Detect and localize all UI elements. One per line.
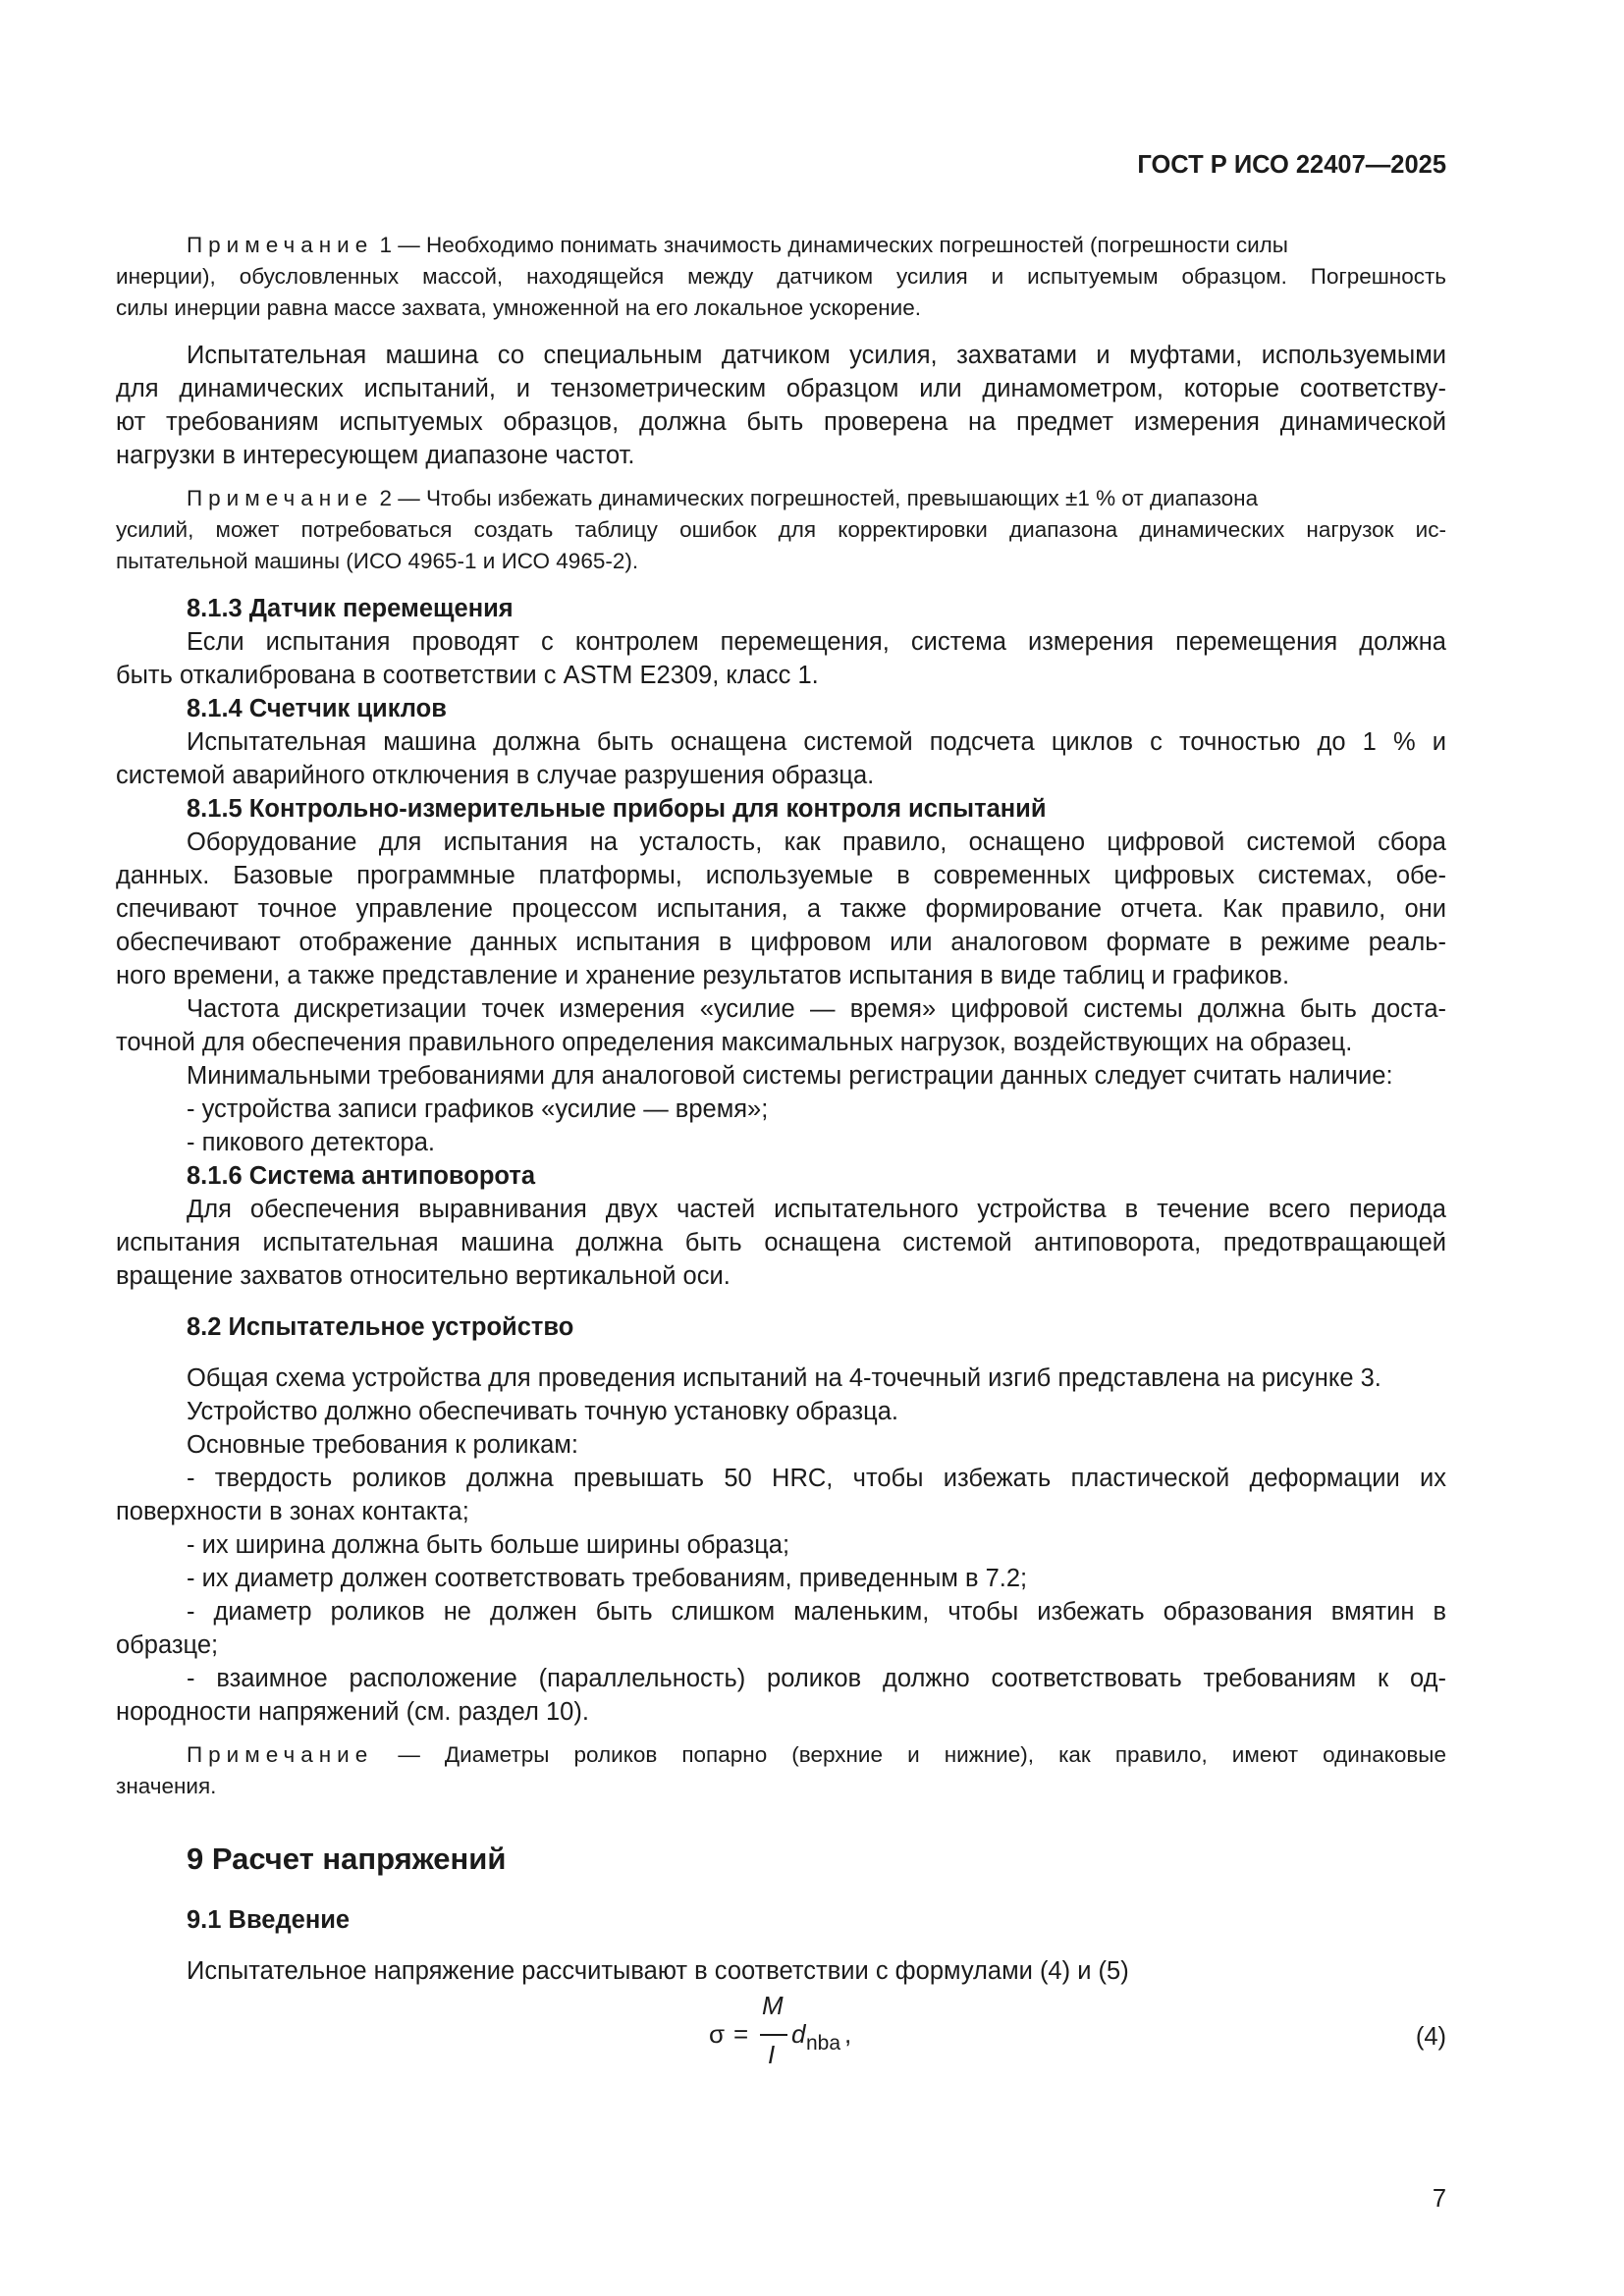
section-heading-8-1-6: 8.1.6 Система антиповорота (187, 1162, 536, 1190)
formula-4 (697, 1991, 933, 2079)
note2-line3: пытательной машины (ИСО 4965-1 и ИСО 4965-2). (116, 549, 639, 573)
section-heading-8-1-5: 8.1.5 Контрольно-измерительные приборы для контроля испытаний (187, 795, 1047, 823)
list-item-cont: образце; (116, 1631, 219, 1659)
note-label: Примечание (187, 1742, 374, 1767)
paragraph-line: Общая схема устройства для проведения испытаний на 4-точечный изгиб представлена на рисунке 3. (187, 1364, 1381, 1392)
list-item-cont: нородности напряжений (см. раздел 10). (116, 1698, 589, 1726)
paragraph-line: данных. Базовые программные платформы, используемые в современных цифровых системах, обе- (116, 862, 1446, 889)
section-heading-8-1-3: 8.1.3 Датчик перемещения (187, 595, 514, 622)
formula-equals: = (733, 2019, 749, 2049)
paragraph-line: точной для обеспечения правильного определения максимальных нагрузок, воздействующих на образец. (116, 1029, 1353, 1056)
note1-line3: силы инерции равна массе захвата, умноженной на его локальное ускорение. (116, 295, 921, 320)
note2-line1: Примечание 2 — Чтобы избежать динамических погрешностей, превышающих ±1 % от диапазона (187, 486, 1259, 510)
formula-numerator: M (762, 1991, 784, 2020)
formula-lhs: σ (709, 2019, 726, 2049)
paragraph-line: Основные требования к роликам: (187, 1431, 578, 1459)
paragraph-line: нагрузки в интересующем диапазоне частот. (116, 442, 635, 469)
paragraph-line: Если испытания проводят с контролем перемещения, система измерения перемещения должна (187, 628, 1446, 656)
paragraph-line: Для обеспечения выравнивания двух частей испытательного устройства в течение всего периода (187, 1196, 1446, 1223)
note2-line2: усилий, может потребоваться создать таблицу ошибок для корректировки диапазона динамических нагрузок ис- (116, 517, 1446, 542)
section-heading-8-2: 8.2 Испытательное устройство (187, 1313, 574, 1341)
note1-line2: инерции), обусловленных массой, находящейся между датчиком усилия и испытуемым образцом. Погрешность (116, 264, 1446, 289)
note-label: Примечание (187, 233, 374, 257)
paragraph-line: Оборудование для испытания на усталость, как правило, оснащено цифровой системой сбора (187, 828, 1446, 856)
note3-line2: значения. (116, 1774, 217, 1798)
standard-header: ГОСТ Р ИСО 22407—2025 (1137, 151, 1446, 179)
paragraph-line: Испытательная машина со специальным датчиком усилия, захватами и муфтами, используемыми (187, 342, 1446, 369)
note3-line1: Примечание — Диаметры роликов попарно (верхние и нижние), как правило, имеют одинаковые (187, 1742, 1446, 1767)
page-number: 7 (1432, 2185, 1446, 2213)
paragraph-line: для динамических испытаний, и тензометрическим образцом или динамометром, которые соответству- (116, 375, 1446, 402)
list-item: - взаимное расположение (параллельность) роликов должно соответствовать требованиям к од- (187, 1665, 1446, 1692)
paragraph-line: ют требованиям испытуемых образцов, должна быть проверена на предмет измерения динамической (116, 408, 1446, 436)
note-label: Примечание (187, 486, 374, 510)
paragraph-line: Частота дискретизации точек измерения «усилие — время» цифровой системы должна быть доста- (187, 995, 1446, 1023)
paragraph-line: спечивают точное управление процессом испытания, а также формирование отчета. Как правило, они (116, 895, 1446, 923)
paragraph-line: Минимальными требованиями для аналоговой системы регистрации данных следует считать наличие: (187, 1062, 1393, 1090)
list-item: - их диаметр должен соответствовать требованиям, приведенным в 7.2; (187, 1565, 1028, 1592)
list-item: - пикового детектора. (187, 1129, 435, 1156)
formula-variable: d (791, 2019, 806, 2049)
formula-number: (4) (1415, 2023, 1446, 2051)
formula-subscript: nba (806, 2032, 841, 2055)
paragraph-line: Испытательная машина должна быть оснащена системой подсчета циклов с точностью до 1 % и (187, 728, 1446, 756)
list-item-cont: поверхности в зонах контакта; (116, 1498, 469, 1525)
paragraph-line: вращение захватов относительно вертикальной оси. (116, 1262, 731, 1290)
fraction-bar (760, 2034, 787, 2036)
section-heading-9: 9 Расчет напряжений (187, 1842, 507, 1876)
list-item: - устройства записи графиков «усилие — время»; (187, 1095, 769, 1123)
note1-line1: Примечание 1 — Необходимо понимать значимость динамических погрешностей (погрешности силы (187, 233, 1288, 257)
list-item: - твердость роликов должна превышать 50 HRC, чтобы избежать пластической деформации их (187, 1465, 1446, 1492)
paragraph-line: системой аварийного отключения в случае разрушения образца. (116, 762, 875, 789)
list-item: - диаметр роликов не должен быть слишком маленьким, чтобы избежать образования вмятин в (187, 1598, 1446, 1626)
paragraph-line: Устройство должно обеспечивать точную установку образца. (187, 1398, 898, 1425)
paragraph-line: Испытательное напряжение рассчитывают в соответствии с формулами (4) и (5) (187, 1957, 1129, 1985)
paragraph-line: быть откалибрована в соответствии с ASTM E2309, класс 1. (116, 662, 819, 689)
paragraph-line: ного времени, а также представление и хранение результатов испытания в виде таблиц и графиков. (116, 962, 1290, 989)
paragraph-line: испытания испытательная машина должна быть оснащена системой антиповорота, предотвращающей (116, 1229, 1446, 1256)
list-item: - их ширина должна быть больше ширины образца; (187, 1531, 790, 1559)
formula-comma: , (844, 2019, 852, 2049)
paragraph-line: обеспечивают отображение данных испытания в цифровом или аналоговом формате в режиме реаль- (116, 929, 1446, 956)
formula-denominator: I (768, 2040, 776, 2069)
section-heading-8-1-4: 8.1.4 Счетчик циклов (187, 695, 447, 722)
section-heading-9-1: 9.1 Введение (187, 1906, 351, 1934)
